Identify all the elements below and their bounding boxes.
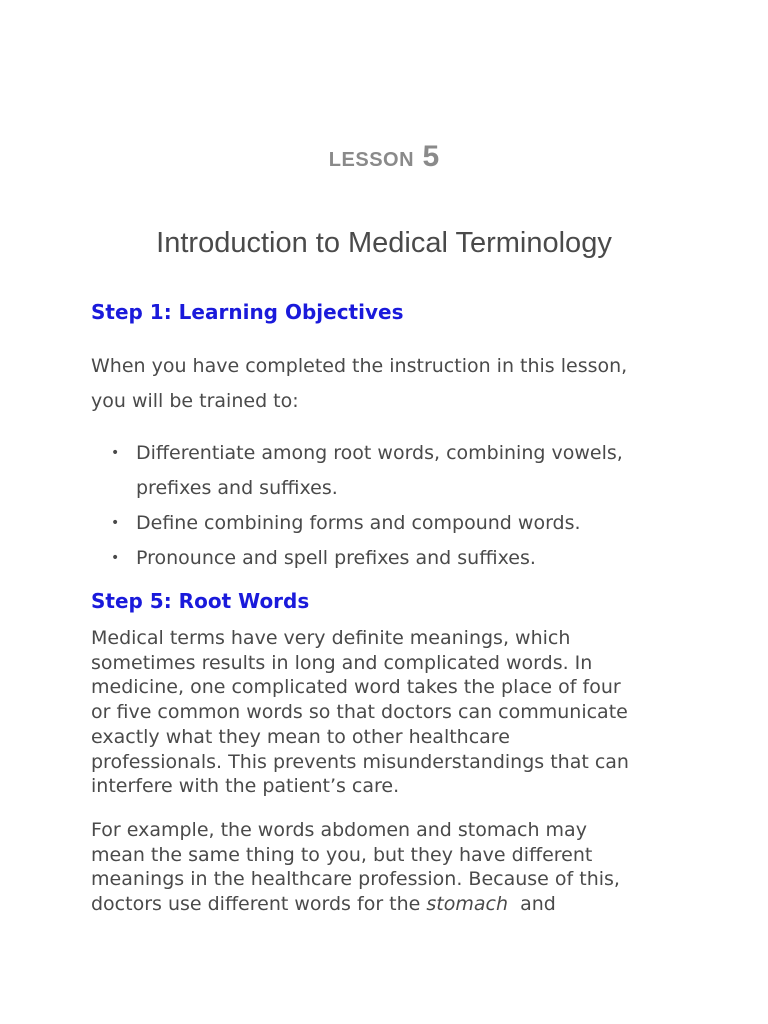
root-words-paragraph-1 <box>91 626 691 799</box>
lesson-label <box>0 142 768 172</box>
bullet-icon: • <box>111 550 120 566</box>
paragraph-line: meanings in the healthcare profession. Because of this, <box>91 868 620 891</box>
bullet-icon: • <box>111 515 120 531</box>
paragraph-line: or five common words so that doctors can communicate <box>91 701 628 724</box>
paragraph-line: mean the same thing to you, but they have different <box>91 843 593 866</box>
objective-3: Pronounce and spell prefixes and suffixes. <box>136 547 536 569</box>
step1-intro-line1: When you have completed the instruction in this lesson, <box>91 355 628 377</box>
objective-1-line2: prefixes and suffixes. <box>136 477 338 499</box>
step1-intro <box>91 349 691 419</box>
paragraph-line: professionals. This prevents misunderstandings that can <box>91 750 629 773</box>
paragraph-line: medicine, one complicated word takes the place of four <box>91 676 621 699</box>
paragraph-line: interfere with the patient’s care. <box>91 775 400 798</box>
lesson-word: LESSON <box>328 149 415 171</box>
list-item <box>91 541 691 576</box>
objective-1-line1: Differentiate among root words, combining vowels, <box>136 442 623 464</box>
list-item <box>91 506 691 541</box>
italic-term-stomach: stomach <box>426 893 509 916</box>
objectives-list <box>91 436 691 576</box>
step5-heading: Step 5: Root Words <box>91 589 310 613</box>
bullet-icon: • <box>111 445 120 461</box>
paragraph-line: Medical terms have very definite meanings, which <box>91 627 571 649</box>
step1-heading: Step 1: Learning Objectives <box>91 300 404 324</box>
paragraph-line-prefix: doctors use different words for the <box>91 893 427 916</box>
paragraph-line: sometimes results in long and complicated words. In <box>91 651 593 674</box>
step1-intro-line2: you will be trained to: <box>91 390 299 412</box>
paragraph-line-suffix: and <box>508 893 556 916</box>
list-item <box>91 436 691 506</box>
objective-2: Define combining forms and compound words. <box>136 512 581 534</box>
root-words-paragraph-2 <box>91 818 691 917</box>
paragraph-line: exactly what they mean to other healthcare <box>91 725 510 748</box>
paragraph-line: For example, the words abdomen and stomach may <box>91 819 587 841</box>
lesson-number: 5 <box>422 140 440 173</box>
lesson-title: Introduction to Medical Terminology <box>156 227 612 259</box>
